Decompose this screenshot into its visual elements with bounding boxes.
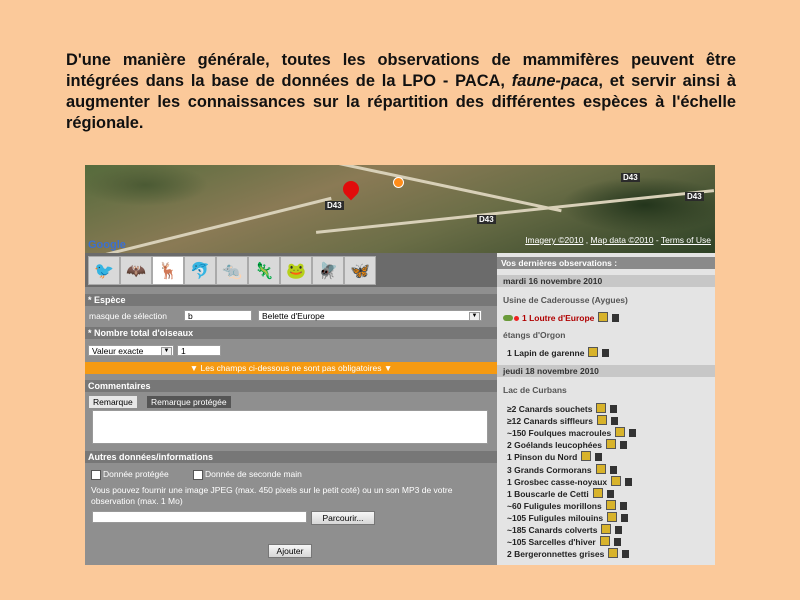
intro-site-name: faune-paca <box>511 72 599 90</box>
road-label: D43 <box>479 215 494 224</box>
observation-item[interactable] <box>507 524 622 535</box>
observation-text: 1 Pinson du Nord <box>507 452 578 463</box>
trash-icon[interactable] <box>602 349 609 357</box>
imagery-credit-link[interactable]: Imagery ©2010 <box>525 235 584 245</box>
upload-info: Vous pouvez fournir une image JPEG (max. 450 pixels sur le petit coté) ou un son MP3 de votre observation (max. 1 Mo) <box>91 485 453 506</box>
observation-marker-icon[interactable] <box>393 177 404 188</box>
bat-icon[interactable]: 🦇 <box>120 256 152 285</box>
observation-item[interactable] <box>507 451 602 462</box>
road-label: D43 <box>687 192 702 201</box>
map-data-link[interactable]: Map data ©2010 <box>590 235 654 245</box>
observation-text: ≥2 Canards souchets <box>507 404 593 414</box>
edit-icon[interactable] <box>596 403 606 413</box>
masque-input[interactable]: b <box>184 310 252 321</box>
observation-text: 2 Goélands leucophées <box>507 440 602 451</box>
red-dot-icon <box>514 316 519 321</box>
trash-icon[interactable] <box>610 466 617 474</box>
valeur-value: Valeur exacte <box>92 346 144 356</box>
edit-icon[interactable] <box>606 439 616 449</box>
satellite-map[interactable] <box>85 165 715 253</box>
edit-icon[interactable] <box>611 476 621 486</box>
intro-paragraph <box>66 50 736 134</box>
tab-remarque[interactable]: Remarque <box>89 396 137 408</box>
frog-icon[interactable]: 🐸 <box>280 256 312 285</box>
observation-item[interactable] <box>507 464 617 475</box>
chevron-down-icon: ▼ <box>161 347 172 356</box>
site-name: étangs d'Orgon <box>503 330 566 340</box>
credit-separator: , <box>583 235 591 245</box>
autres-header: Autres données/informations <box>85 451 500 463</box>
edit-icon[interactable] <box>581 451 591 461</box>
chevron-down-icon: ▼ <box>469 312 480 321</box>
road-label: D43 <box>623 173 638 182</box>
tab-remarque-protegee[interactable]: Remarque protégée <box>147 396 231 408</box>
observation-item[interactable] <box>507 488 614 499</box>
observation-text: ~60 Fuligules morillons <box>507 500 602 511</box>
valeur-select[interactable] <box>88 345 174 356</box>
recent-observations-title: Vos dernières observations : <box>497 257 715 269</box>
trash-icon[interactable] <box>607 490 614 498</box>
observation-text: ~105 Sarcelles d'hiver <box>507 537 596 548</box>
intro-text-2: , et servir ainsi à augmenter les connaissances sur la répartition des différentes espèces à l'échelle régionale. <box>66 72 736 132</box>
observation-item[interactable] <box>507 427 636 438</box>
observation-item[interactable] <box>507 403 617 414</box>
observation-form <box>85 253 497 565</box>
observation-item[interactable] <box>507 536 621 547</box>
edit-icon[interactable] <box>598 312 608 322</box>
intro-text-1: D'une manière générale, toutes les observations de mammifères peuvent être intégrées dans la base de données de la LPO - PACA, <box>66 51 736 90</box>
observation-text: ~150 Foulques macroules <box>507 428 612 439</box>
seconde-main-label: Donnée de seconde main <box>205 469 302 479</box>
donnee-protegee-checkbox[interactable] <box>91 470 101 480</box>
submit-button[interactable]: Ajouter <box>268 544 312 558</box>
commentaires-header: Commentaires <box>85 380 500 392</box>
bird-icon[interactable]: 🐦 <box>88 256 120 285</box>
google-logo: Google <box>88 239 126 251</box>
butterfly-icon[interactable]: 🦋 <box>344 256 376 285</box>
observation-item[interactable] <box>507 347 609 358</box>
road <box>316 189 714 234</box>
optional-fields-banner[interactable]: ▼ Les champs ci-dessous ne sont pas obligatoires ▼ <box>85 362 497 374</box>
trash-icon[interactable] <box>621 514 628 522</box>
nombre-header: * Nombre total d'oiseaux <box>85 327 500 339</box>
observation-text: 1 Bouscarle de Cetti <box>507 488 589 499</box>
observation-item[interactable] <box>507 476 632 487</box>
observation-item[interactable] <box>507 439 627 450</box>
edit-icon[interactable] <box>593 488 603 498</box>
remarque-textarea[interactable] <box>92 410 488 444</box>
trash-icon[interactable] <box>615 526 622 534</box>
site-name: Lac de Curbans <box>503 385 567 395</box>
observation-text: ~105 Fuligules milouins <box>507 512 604 523</box>
observation-text: ≥12 Canards siffleurs <box>507 416 593 427</box>
trash-icon[interactable] <box>611 417 618 425</box>
date-heading: jeudi 18 novembre 2010 <box>497 365 715 377</box>
trash-icon[interactable] <box>629 429 636 437</box>
observation-text: 1 Loutre d'Europe <box>522 313 595 323</box>
location-pin-icon[interactable] <box>340 178 363 201</box>
observation-text: 1 Grosbec casse-noyaux <box>507 476 608 487</box>
trash-icon[interactable] <box>610 405 617 413</box>
rodent-icon[interactable]: 🐀 <box>216 256 248 285</box>
file-path-input[interactable] <box>92 511 307 523</box>
edit-icon[interactable] <box>607 512 617 522</box>
trash-icon[interactable] <box>595 453 602 461</box>
observation-item[interactable] <box>507 500 627 511</box>
browse-button[interactable]: Parcourir... <box>311 511 375 525</box>
site-name: Usine de Caderousse (Aygues) <box>503 295 628 305</box>
edit-icon[interactable] <box>600 536 610 546</box>
edit-icon[interactable] <box>596 464 606 474</box>
count-input[interactable]: 1 <box>177 345 221 356</box>
deer-icon[interactable]: 🦌 <box>152 256 184 285</box>
species-value: Belette d'Europe <box>262 311 325 321</box>
dragonfly-icon[interactable]: 🪰 <box>312 256 344 285</box>
trash-icon[interactable] <box>622 550 629 558</box>
edit-icon[interactable] <box>601 524 611 534</box>
masque-label: masque de sélection <box>89 311 167 321</box>
date-heading: mardi 16 novembre 2010 <box>497 275 715 287</box>
observation-item[interactable] <box>507 548 629 559</box>
observation-item[interactable] <box>507 512 628 523</box>
dolphin-icon[interactable]: 🐬 <box>184 256 216 285</box>
edit-icon[interactable] <box>608 548 618 558</box>
taxon-tab-bar <box>85 253 497 287</box>
lizard-icon[interactable]: 🦎 <box>248 256 280 285</box>
edit-icon[interactable] <box>615 427 625 437</box>
road-label: D43 <box>327 201 342 210</box>
road <box>238 165 561 212</box>
website-screenshot <box>85 165 715 565</box>
observation-text: 1 Lapin de garenne <box>507 348 585 358</box>
seconde-main-checkbox[interactable] <box>193 470 203 480</box>
trash-icon[interactable] <box>620 441 627 449</box>
trash-icon[interactable] <box>614 538 621 546</box>
espece-header: * Espèce <box>85 294 500 306</box>
map-location-icon <box>503 315 513 321</box>
donnee-protegee-label: Donnée protégée <box>103 469 169 479</box>
species-select[interactable] <box>258 310 482 321</box>
edit-icon[interactable] <box>606 500 616 510</box>
recent-observations-panel <box>497 253 715 565</box>
map-credits <box>525 235 711 245</box>
observation-text: ~185 Canards colverts <box>507 525 598 535</box>
credit-separator: - <box>653 235 661 245</box>
trash-icon[interactable] <box>612 314 619 322</box>
trash-icon[interactable] <box>625 478 632 486</box>
terms-of-use-link[interactable]: Terms of Use <box>660 235 711 245</box>
observation-text: 2 Bergeronnettes grises <box>507 549 605 560</box>
observation-item[interactable] <box>503 312 619 323</box>
edit-icon[interactable] <box>588 347 598 357</box>
trash-icon[interactable] <box>620 502 627 510</box>
observation-text: 3 Grands Cormorans <box>507 464 592 475</box>
edit-icon[interactable] <box>597 415 607 425</box>
observation-item[interactable] <box>507 415 618 426</box>
